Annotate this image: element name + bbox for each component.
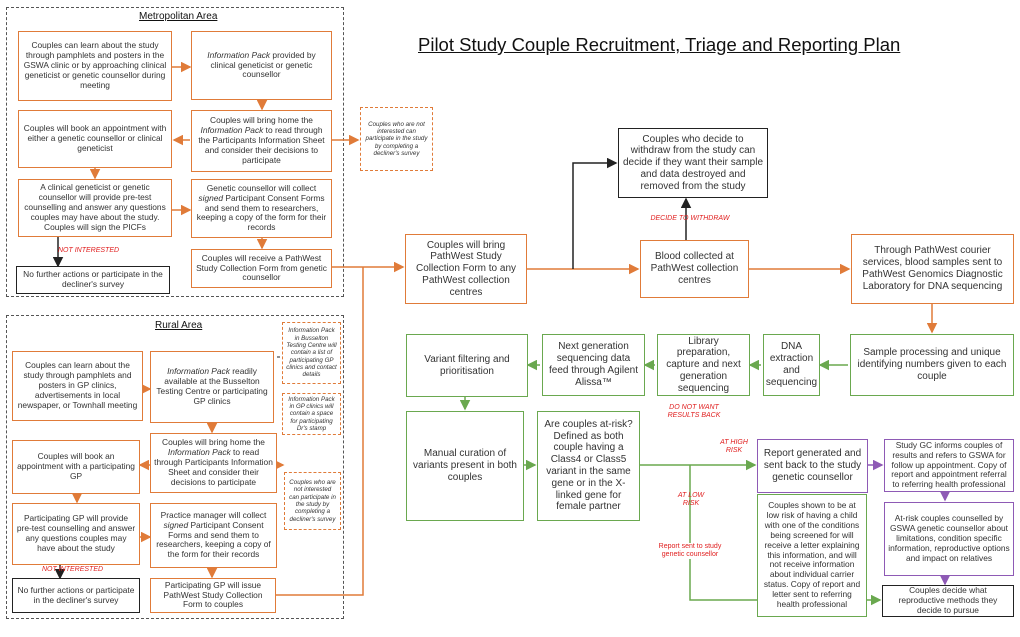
manual-curation-text: Manual curation of variants present in both couples	[413, 448, 517, 483]
metro-learn-box	[18, 31, 172, 101]
withdraw-text: Couples who decide to withdraw from the study can decide if they want their sample and data destroyed and removed from the study	[622, 133, 764, 192]
metro-bring-em: Information Pack	[200, 125, 264, 136]
rural-gp-issue-text: Participating GP will issue PathWest Study Collection Form to couples	[163, 579, 263, 610]
rural-not-interested-label: NOT INTERESTED	[42, 566, 104, 573]
rural-book-text: Couples will book an appointment with a participating GP	[17, 451, 135, 481]
metro-not-interested-label: NOT INTERESTED	[58, 247, 120, 254]
rural-pretest-box	[12, 503, 140, 565]
report-generated-text: Report generated and sent back to the study genetic counsellor	[763, 448, 862, 483]
blood-collected-box	[640, 240, 749, 298]
rural-no-further-box	[12, 578, 140, 613]
decide-text: Couples decide what reproductive methods they decide to pursue	[898, 585, 998, 615]
gc-informs-text: Study GC informs couples of results and refers to GSWA for follow up appointment. Copy of report and appointment referral to referring health professional	[891, 439, 1007, 490]
at-high-risk-label: AT HIGH RISK	[720, 439, 748, 455]
sample-processing-text: Sample processing and unique identifying numbers given to each couple	[857, 347, 1007, 382]
ngs-feed-box	[542, 334, 645, 396]
variant-filtering-box	[406, 334, 528, 397]
blood-collected-text: Blood collected at PathWest collection centres	[650, 251, 739, 286]
rural-gp-note	[282, 393, 341, 435]
counselled-box	[884, 502, 1014, 576]
page-title: Pilot Study Couple Recruitment, Triage and Reporting Plan	[418, 34, 901, 55]
metro-pretest-box	[18, 179, 172, 237]
metro-gc-collect-text-a: Genetic counsellor will collect	[206, 182, 317, 193]
manual-curation-box	[406, 411, 524, 521]
decide-box	[882, 585, 1014, 617]
ngs-feed-text: Next generation sequencing data feed through Agilent Alissa™	[549, 341, 638, 388]
metro-learn-text: Couples can learn about the study through pamphlets and posters in the GSWA clinic or by approaching clinical geneticist or genetic counsellor during meeting	[23, 40, 167, 90]
rural-no-further-text: No further actions or participate in the decliner's survey	[17, 584, 135, 605]
metro-bring-text-a: Couples will bring home the	[210, 115, 313, 126]
bring-form-text: Couples will bring PathWest Study Collection Form to any PathWest collection centres	[415, 239, 517, 298]
at-risk-box	[537, 411, 640, 521]
at-low-risk-label: AT LOW RISK	[677, 492, 705, 508]
dna-extraction-box	[763, 334, 820, 396]
rural-bring-text-b: to read through Participants Information Sheet and consider their decisions to participate	[154, 447, 273, 487]
metro-gc-collect-text-b: Participant Consent Forms and send them to researchers, keeping a copy of the form for their records	[196, 192, 327, 233]
metro-book-box	[18, 110, 172, 168]
at-risk-text: Are couples at-risk? Defined as both couple having a Class4 or Class5 variant in the same gene or in the X-linked gene for female partner	[544, 418, 633, 513]
courier-box	[851, 234, 1014, 304]
rural-pm-collect-text-a: Practice manager will collect	[160, 509, 267, 520]
library-prep-text: Library preparation, capture and next generation sequencing	[666, 335, 741, 394]
rural-bring-box	[150, 433, 277, 493]
sample-processing-box	[850, 334, 1014, 396]
metro-pretest-text: A clinical geneticist or genetic counsellor will provide pre-test counselling and answer any questions couples may have about the study. Couples will sign the PICFs	[24, 182, 166, 232]
low-risk-box	[757, 494, 867, 617]
rural-gp-note-text: Information Pack in GP clinics will contain a space for participating Dr's stamp	[288, 395, 335, 432]
rural-busselton-note	[282, 322, 341, 384]
report-generated-box	[757, 439, 868, 493]
metropolitan-area-heading: Metropolitan Area	[139, 11, 218, 22]
rural-pm-collect-text-b: Participant Consent Forms and send them to researchers, keeping a copy of the form for their records	[156, 519, 271, 560]
rural-learn-box	[12, 351, 143, 421]
rural-not-interested-note	[284, 472, 341, 530]
metro-gc-collect-box	[191, 179, 332, 238]
bring-form-box	[405, 234, 527, 304]
do-not-want-label: DO NOT WANT RESULTS BACK	[667, 404, 721, 420]
metro-info-pack-em: Information Pack	[207, 49, 271, 60]
rural-bring-text-a: Couples will bring home the	[162, 437, 265, 448]
rural-learn-text: Couples can learn about the study through pamphlets and posters in GP clinics, advertisements in local newspaper, or Townhall meeting	[17, 360, 138, 410]
metro-bring-box	[191, 110, 332, 172]
rural-pm-collect-box	[150, 503, 277, 568]
counselled-text: At-risk couples counselled by GSWA genetic counsellor about limitations, condition specific information, reproductive options and impact on relatives	[888, 513, 1010, 563]
rural-not-interested-note-text: Couples who are not interested can participate in the study by completing a decliner's survey	[289, 479, 336, 523]
metro-gc-collect-em: signed	[198, 192, 224, 203]
withdraw-box	[618, 128, 768, 198]
metro-no-further-box	[16, 266, 170, 294]
rural-info-pack-text: readily available at the Busselton Testing Centre or participating GP clinics	[156, 366, 268, 406]
rural-pretest-text: Participating GP will provide pre-test counselling and answer any questions couples may have about the study	[16, 513, 136, 553]
rural-info-pack-em: Information Pack	[167, 366, 230, 377]
report-sent-label: Report sent to study genetic counsellor	[656, 543, 724, 559]
rural-gp-issue-box	[150, 578, 276, 613]
rural-bring-em: Information Pack	[167, 447, 231, 458]
rural-area-heading: Rural Area	[155, 320, 203, 331]
metro-receive-form-box	[191, 249, 332, 288]
metro-info-pack-box	[191, 31, 332, 100]
metro-not-interested-note-text: Couples who are not interested can participate in the study by completing a decliner's survey	[365, 120, 428, 157]
decide-withdraw-label: DECIDE TO WITHDRAW	[650, 215, 730, 222]
dna-extraction-text: DNA extraction and sequencing	[765, 341, 818, 388]
metro-receive-form-text: Couples will receive a PathWest Study Collection Form from genetic counsellor	[196, 252, 327, 283]
metro-no-further-text: No further actions or participate in the decliner's survey	[23, 269, 163, 289]
library-prep-box	[657, 334, 750, 396]
metro-book-text: Couples will book an appointment with either a genetic counsellor or clinical geneticist	[23, 123, 167, 153]
low-risk-text: Couples shown to be at low risk of having a child with one of the conditions being screened for will receive a letter explaining this information, and will not receive information about individual carrier status. Copy of report and letter sent to referring health professional	[763, 500, 861, 610]
metro-info-pack-text: provided by clinical geneticist or genetic counsellor	[210, 49, 316, 80]
rural-pm-collect-em: signed	[163, 519, 189, 530]
metro-bring-text-b: to read through the Participants Information Sheet and consider their decisions to participate	[198, 125, 325, 165]
rural-book-box	[12, 440, 140, 494]
metro-not-interested-note	[360, 107, 433, 171]
variant-filtering-text: Variant filtering and prioritisation	[424, 353, 510, 377]
rural-busselton-note-text: Information Pack in Busselton Testing Centre will contain a list of participating GP clinics and contact details	[286, 327, 337, 379]
courier-text: Through PathWest courier services, blood samples sent to PathWest Genomics Diagnostic Laboratory for DNA sequencing	[862, 245, 1003, 292]
rural-info-pack-box	[150, 351, 274, 423]
gc-informs-box	[884, 439, 1014, 492]
